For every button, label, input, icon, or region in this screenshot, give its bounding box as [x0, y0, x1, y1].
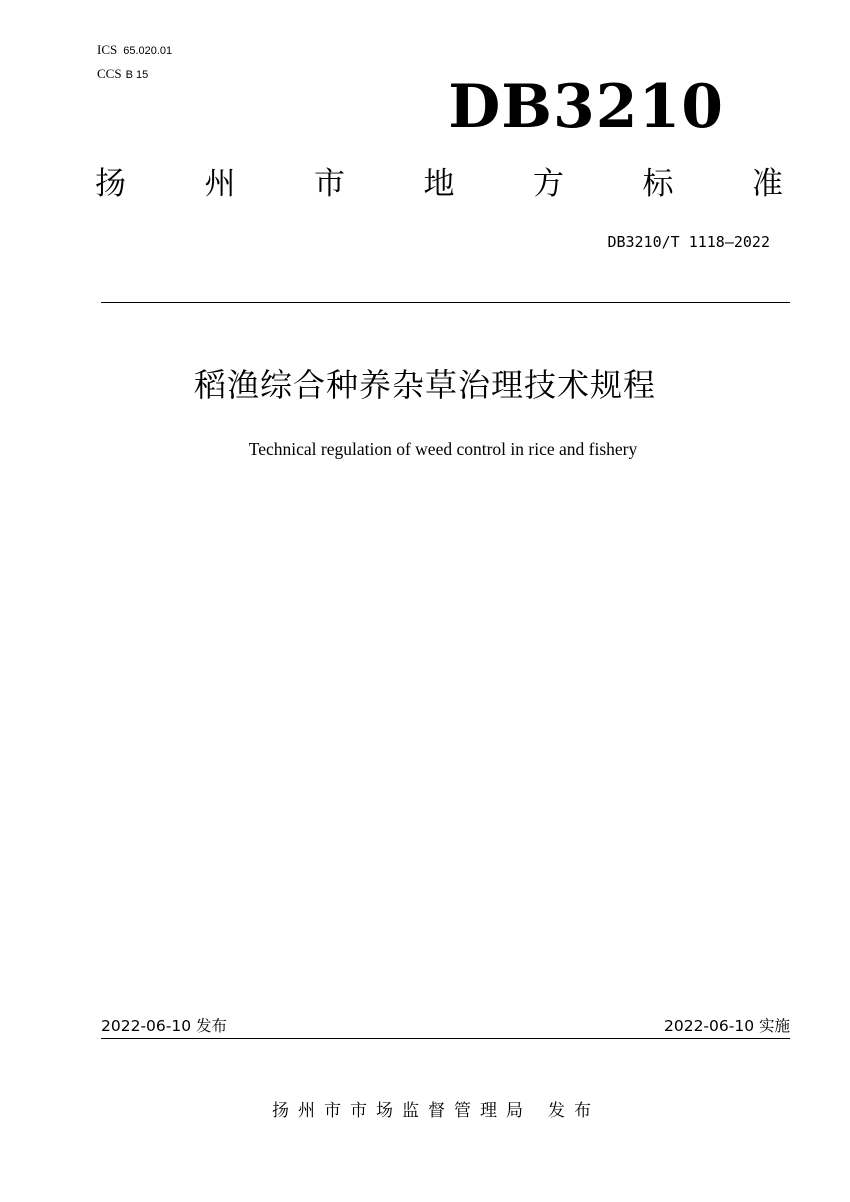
- ccs-line: [97, 66, 148, 83]
- ccs-label: CCS: [97, 66, 122, 81]
- standard-type-char: 扬: [95, 166, 126, 202]
- standard-type-char: 州: [204, 166, 236, 202]
- standard-type-char: 标: [642, 166, 674, 202]
- ccs-code: B 15: [125, 69, 149, 81]
- standard-type-char: 方: [533, 166, 564, 202]
- publish-date: 2022-06-10 发布: [101, 1017, 228, 1035]
- issuing-authority: [0, 1099, 850, 1123]
- implement-date: 2022-06-10 实施: [663, 1017, 790, 1035]
- standard-logo: DB3210: [448, 72, 724, 142]
- standard-number: DB3210/T 1118—2022: [607, 233, 770, 251]
- standard-type-char: 准: [752, 166, 783, 202]
- issuer-name: 扬州市市场监督管理局: [272, 1101, 532, 1121]
- issuer-action: 发布: [548, 1101, 600, 1121]
- document-title-chinese: 稻渔综合种养杂草治理技术规程: [193, 366, 656, 404]
- bottom-divider: [101, 1038, 790, 1039]
- top-divider: [101, 302, 790, 303]
- standard-type-char: 地: [423, 166, 455, 202]
- ics-code: 65.020.01: [123, 45, 173, 57]
- standard-type: [95, 164, 783, 204]
- standard-type-char: 市: [314, 166, 345, 202]
- ics-line: [97, 42, 172, 59]
- ics-label: ICS: [97, 42, 118, 57]
- document-title-english: Technical regulation of weed control in rice and fishery: [248, 439, 638, 459]
